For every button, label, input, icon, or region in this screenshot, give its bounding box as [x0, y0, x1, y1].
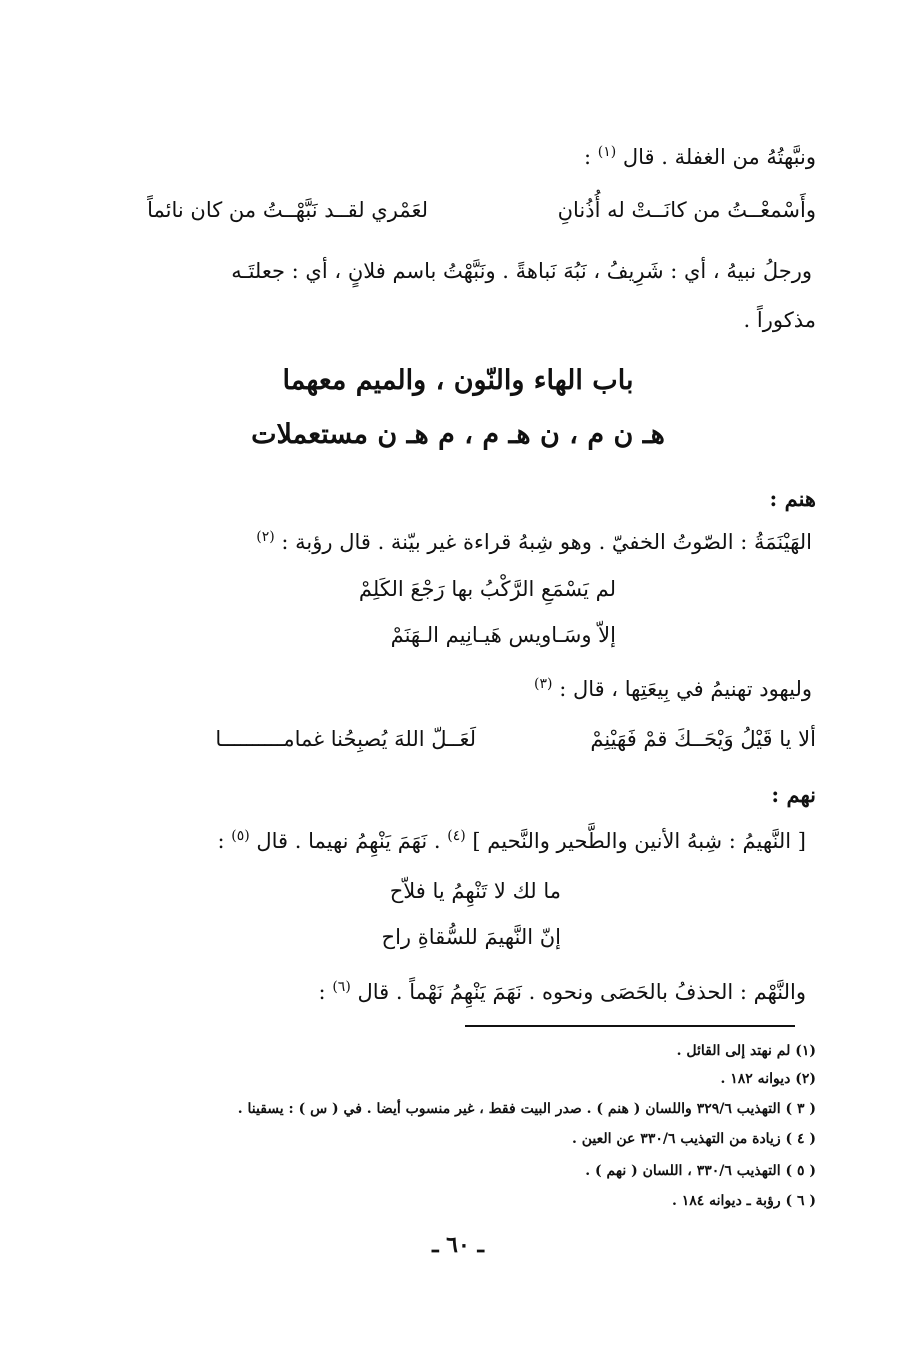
- entry-head-nhm: نهم :: [771, 782, 816, 807]
- footnote-3: ( ٣ ) التهذيب ٣٢٩/٦ واللسان ( هنم ) . صدر البيت فقط ، غير منسوب أيضا . في ( س ) : يسقينا .: [237, 1101, 816, 1117]
- nhm-verse-line-2: إنّ النَّهيمَ للسُّقاةِ راح: [381, 925, 561, 949]
- footnote-ref-3: (٣): [534, 676, 553, 692]
- nhm-p2-text: والنَّهْم : الحذفُ بالحَصَى ونحوه . نَهَمَ يَنْهِمُ نَهْماً . قال: [357, 980, 806, 1004]
- entry-head-hnm: هنم :: [769, 486, 816, 511]
- hnm-verse-line-2: إلاّ وسَـاويس هَيـانِيم الـهَنَمْ: [390, 623, 616, 647]
- chapter-title: باب الهاء والنّون ، والميم معهما: [282, 365, 634, 396]
- hnm-paragraph-1: [256, 527, 812, 557]
- footnote-ref-5: (٥): [231, 828, 250, 844]
- line-1-text: ونبَّهتُهُ من الغفلة . قال: [622, 145, 816, 169]
- nhm-p1b-text: . نَهَمَ يَنْهِمُ نهيما . قال: [256, 829, 441, 853]
- text-line-3: ورجلُ نبيهُ ، أي : شَرِيفُ ، نَبُهَ نَباهةً . ونَبَّهْتُ باسم فلانٍ ، أي : جعلتَـه: [231, 259, 812, 283]
- footnote-1: (١) لم نهتد إلى القائل .: [676, 1043, 816, 1059]
- verse-1-hemistich-right: وأَسْمعْــتُ من كانَــتْ له أُذُنانِ: [557, 198, 816, 222]
- footnote-ref-4: (٤): [447, 828, 466, 844]
- nhm-p1-end: :: [217, 829, 225, 853]
- nhm-p2-end: :: [318, 980, 326, 1004]
- text-line-4: مذكوراً .: [743, 308, 816, 332]
- footnote-separator: [465, 1025, 795, 1027]
- hnm-verse-hemistich-left: لَعَــلّ اللهَ يُصبِحُنا غمامــــــــــا: [215, 727, 476, 751]
- nhm-paragraph-2: [319, 977, 806, 1007]
- nhm-verse-line-1: ما لك لا تَنْهِمُ يا فلاّح: [389, 879, 561, 903]
- nhm-p1a-text: [ النَّهيمُ : شِبهُ الأنين والطَّحير والنَّحيم ]: [472, 829, 806, 853]
- nhm-paragraph-1: [217, 826, 806, 856]
- line-1-end: :: [583, 145, 592, 169]
- hnm-p2-text: وليهود تهنيمُ في بِيعَتِها ، قال :: [559, 677, 812, 701]
- footnote-ref-2: (٢): [256, 529, 275, 545]
- footnote-6: ( ٦ ) رؤبة ـ ديوانه ١٨٤ .: [671, 1193, 816, 1209]
- page-number: ـ ٦٠ ـ: [432, 1232, 484, 1258]
- footnote-ref-1: (١): [597, 144, 617, 160]
- text-line-1: [584, 142, 816, 172]
- footnote-5: ( ٥ ) التهذيب ٣٣٠/٦ ، اللسان ( نهم ) .: [585, 1163, 816, 1179]
- hnm-verse-hemistich-right: ألا يا قَيْلُ وَيْحَــكَ قمْ فَهَيْنِمْ: [590, 727, 816, 751]
- footnote-2: (٢) ديوانه ١٨٢ .: [720, 1071, 816, 1087]
- hnm-paragraph-2: [534, 674, 812, 704]
- hnm-verse-line-1: لم يَسْمَعِ الرَّكْبُ بها رَجْعَ الكَلِمْ: [358, 577, 616, 601]
- footnote-4: ( ٤ ) زيادة من التهذيب ٣٣٠/٦ عن العين .: [571, 1131, 816, 1147]
- verse-1-hemistich-left: لعَمْري لقــد نَبَّهْــتُ من كان نائماً: [147, 198, 428, 222]
- footnote-ref-6: (٦): [332, 979, 351, 995]
- hnm-p1-text: الهَيْنَمَةُ : الصّوتُ الخفيّ . وهو شِبهُ قراءة غير بيّنة . قال رؤبة :: [281, 530, 812, 554]
- chapter-subtitle: هـ ن م ، ن هـ م ، م هـ ن مستعملات: [251, 419, 665, 450]
